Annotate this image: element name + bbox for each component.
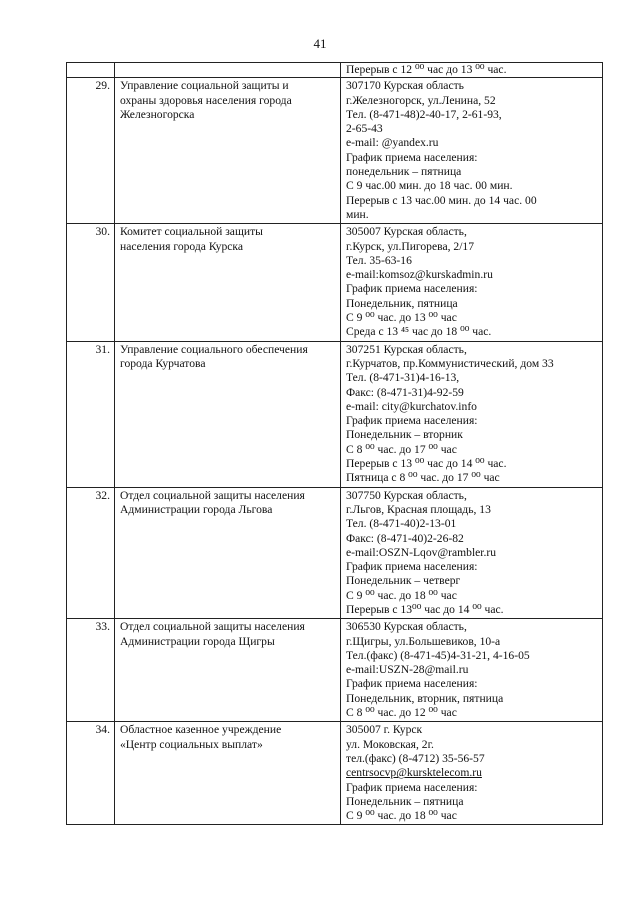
row-number: 34. bbox=[67, 722, 115, 825]
organization-name-cell bbox=[115, 487, 341, 619]
continuation-contact-cell bbox=[341, 63, 603, 78]
contact-line: График приема населения: bbox=[346, 282, 478, 296]
contact-line: 307750 Курская область, bbox=[346, 488, 467, 502]
contact-line: Тел. (8-471-31)4-16-13, bbox=[346, 371, 460, 385]
contact-line: Понедельник – вторник bbox=[346, 428, 463, 442]
contact-line: Пятница с 8 ⁰⁰ час. до 17 ⁰⁰ час bbox=[346, 471, 500, 485]
row-number: 32. bbox=[67, 487, 115, 619]
organization-name-line: охраны здоровья населения города bbox=[120, 93, 292, 107]
contact-line: e-mail:komsoz@kurskadmin.ru bbox=[346, 268, 493, 282]
contact-line: График приема населения: bbox=[346, 780, 478, 794]
contact-line: Понедельник, пятница bbox=[346, 296, 458, 310]
organization-name-line: Администрации города Щигры bbox=[120, 634, 275, 648]
organization-name-line: «Центр социальных выплат» bbox=[120, 737, 263, 751]
contact-line: e-mail: @yandex.ru bbox=[346, 136, 439, 150]
organization-name-cell bbox=[115, 78, 341, 224]
contact-line: Понедельник, вторник, пятница bbox=[346, 691, 504, 705]
organization-name-cell bbox=[115, 224, 341, 341]
contact-line: С 9 ⁰⁰ час. до 18 ⁰⁰ час bbox=[346, 588, 457, 602]
contact-line: Перерыв с 13 час.00 мин. до 14 час. 00 bbox=[346, 193, 537, 207]
contact-line: Тел. (8-471-40)2-13-01 bbox=[346, 517, 457, 531]
contact-line: г.Щигры, ул.Большевиков, 10-а bbox=[346, 634, 501, 648]
contact-line: Перерыв с 13 ⁰⁰ час до 14 ⁰⁰ час. bbox=[346, 457, 507, 471]
contact-line: Среда с 13 ⁴⁵ час до 18 ⁰⁰ час. bbox=[346, 325, 492, 339]
contact-line: 306530 Курская область, bbox=[346, 620, 467, 634]
organization-name-line: Администрации города Льгова bbox=[120, 502, 273, 516]
contact-line: С 9 ⁰⁰ час. до 13 ⁰⁰ час bbox=[346, 311, 457, 325]
contact-line: тел.(факс) (8-4712) 35-56-57 bbox=[346, 751, 485, 765]
table-row bbox=[67, 78, 603, 224]
page-number: 41 bbox=[313, 36, 327, 51]
contact-line: С 9 час.00 мин. до 18 час. 00 мин. bbox=[346, 179, 513, 193]
contact-line: мин. bbox=[346, 207, 369, 221]
organization-name-cell bbox=[115, 341, 341, 487]
services-table bbox=[66, 62, 603, 825]
continuation-line: Перерыв с 12 ⁰⁰ час до 13 ⁰⁰ час. bbox=[346, 63, 507, 76]
organization-name-line: Отдел социальной защиты населения bbox=[120, 620, 305, 634]
row-number: 31. bbox=[67, 341, 115, 487]
organization-name-line: населения города Курска bbox=[120, 239, 244, 253]
contact-line: г.Курчатов, пр.Коммунистический, дом 33 bbox=[346, 356, 554, 370]
contact-line: График приема населения: bbox=[346, 150, 478, 164]
contact-line: С 8 ⁰⁰ час. до 12 ⁰⁰ час bbox=[346, 706, 457, 720]
table-row bbox=[67, 487, 603, 619]
contact-line: г.Курск, ул.Пигорева, 2/17 bbox=[346, 239, 475, 253]
organization-name-line: Комитет социальной защиты bbox=[120, 225, 263, 239]
organization-name-line: Управление социальной защиты и bbox=[120, 79, 289, 93]
table-row bbox=[67, 341, 603, 487]
contact-line: 305007 г. Курск bbox=[346, 723, 423, 737]
contact-line: 2-65-43 bbox=[346, 122, 383, 136]
contact-line: График приема населения: bbox=[346, 560, 478, 574]
contact-line: С 8 ⁰⁰ час. до 17 ⁰⁰ час bbox=[346, 442, 457, 456]
row-number: 30. bbox=[67, 224, 115, 341]
contact-info-cell bbox=[341, 78, 603, 224]
contact-line: 307170 Курская область bbox=[346, 79, 464, 93]
contact-line: e-mail:USZN-28@mail.ru bbox=[346, 663, 469, 677]
contact-info-cell bbox=[341, 487, 603, 619]
row-number: 33. bbox=[67, 619, 115, 722]
contact-line: Тел. 35-63-16 bbox=[346, 253, 412, 267]
organization-name-cell bbox=[115, 722, 341, 825]
organization-name-cell bbox=[115, 619, 341, 722]
contact-line: г.Железногорск, ул.Ленина, 52 bbox=[346, 93, 496, 107]
contact-info-cell bbox=[341, 224, 603, 341]
contact-line: e-mail:OSZN-Lqov@rambler.ru bbox=[346, 545, 497, 559]
contact-line: г.Льгов, Красная площадь, 13 bbox=[346, 502, 491, 516]
organization-name-line: Управление социального обеспечения bbox=[120, 342, 308, 356]
organization-name-line: Железногорска bbox=[120, 107, 195, 121]
contact-line: ул. Моковская, 2г. bbox=[346, 737, 434, 751]
contact-line: понедельник – пятница bbox=[346, 165, 462, 179]
table-row bbox=[67, 224, 603, 341]
contact-line: Понедельник – пятница bbox=[346, 794, 464, 808]
contact-info-cell bbox=[341, 619, 603, 722]
contact-line: С 9 ⁰⁰ час. до 18 ⁰⁰ час bbox=[346, 809, 457, 823]
contact-line: Факс: (8-471-40)2-26-82 bbox=[346, 531, 464, 545]
organization-name-line: города Курчатова bbox=[120, 356, 206, 370]
organization-name-line: Отдел социальной защиты населения bbox=[120, 488, 305, 502]
contact-line: График приема населения: bbox=[346, 414, 478, 428]
contact-line: e-mail: city@kurchatov.info bbox=[346, 399, 477, 413]
contact-line: Понедельник – четверг bbox=[346, 574, 461, 588]
contact-line: 307251 Курская область, bbox=[346, 342, 467, 356]
continuation-name-cell bbox=[115, 63, 341, 78]
contact-info-cell bbox=[341, 722, 603, 825]
table-row bbox=[67, 722, 603, 825]
contact-line: График приема населения: bbox=[346, 677, 478, 691]
contact-line: Тел. (8-471-48)2-40-17, 2-61-93, bbox=[346, 107, 502, 121]
table-row bbox=[67, 619, 603, 722]
continuation-row bbox=[67, 63, 603, 78]
contact-line: 305007 Курская область, bbox=[346, 225, 467, 239]
contact-line: Тел.(факс) (8-471-45)4-31-21, 4-16-05 bbox=[346, 648, 530, 662]
email-link[interactable]: centrsocvp@kursktelecom.ru bbox=[346, 766, 482, 780]
continuation-num-cell bbox=[67, 63, 115, 78]
row-number: 29. bbox=[67, 78, 115, 224]
contact-info-cell bbox=[341, 341, 603, 487]
contact-line: Перерыв с 13⁰⁰ час до 14 ⁰⁰ час. bbox=[346, 602, 504, 616]
contact-line: Факс: (8-471-31)4-92-59 bbox=[346, 385, 464, 399]
organization-name-line: Областное казенное учреждение bbox=[120, 723, 282, 737]
